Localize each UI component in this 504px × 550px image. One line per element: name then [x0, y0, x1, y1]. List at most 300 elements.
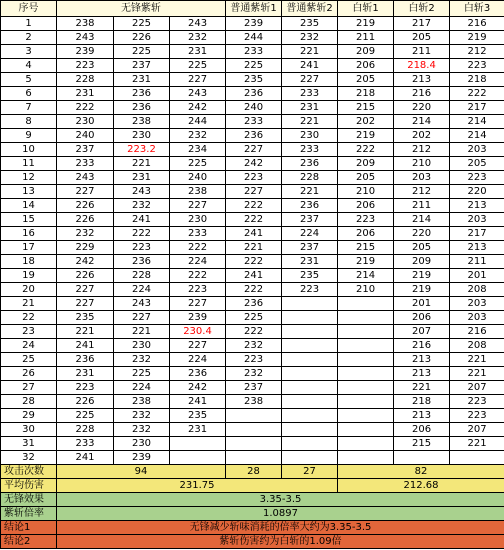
cell-bai3[interactable]: 223: [450, 395, 504, 409]
cell-wufeng-3[interactable]: 243: [170, 17, 226, 31]
cell-pt2[interactable]: 223: [282, 283, 338, 297]
cell-wufeng-1[interactable]: 227: [57, 297, 114, 311]
cell-bai3[interactable]: 201: [450, 269, 504, 283]
cell-bai2[interactable]: [394, 451, 450, 465]
cell-bai3[interactable]: 205: [450, 157, 504, 171]
cell-pt1[interactable]: 244: [226, 31, 282, 45]
cell-wufeng-2[interactable]: 236: [114, 87, 170, 101]
cell-pt2[interactable]: 236: [282, 157, 338, 171]
cell-wufeng-2[interactable]: 222: [114, 227, 170, 241]
cell-wufeng-2[interactable]: 223: [114, 241, 170, 255]
cell-wufeng-3[interactable]: [170, 437, 226, 451]
cell-pt1[interactable]: [226, 451, 282, 465]
cell-wufeng-3[interactable]: 223: [170, 283, 226, 297]
cell-index[interactable]: 23: [1, 325, 57, 339]
cell-wufeng-1[interactable]: 227: [57, 283, 114, 297]
cell-bai3[interactable]: 221: [450, 367, 504, 381]
cell-bai2[interactable]: 218: [394, 395, 450, 409]
cell-wufeng-2[interactable]: 221: [114, 325, 170, 339]
cell-bai1[interactable]: 214: [338, 269, 394, 283]
cell-bai2[interactable]: 211: [394, 199, 450, 213]
cell-wufeng-2[interactable]: 230: [114, 339, 170, 353]
cell-bai1[interactable]: 206: [338, 199, 394, 213]
cell-pt2[interactable]: [282, 409, 338, 423]
cell-pt2[interactable]: 224: [282, 227, 338, 241]
cell-wufeng-2[interactable]: 221: [114, 157, 170, 171]
cell-wufeng-2[interactable]: 231: [114, 73, 170, 87]
cell-bai3[interactable]: 223: [450, 409, 504, 423]
cell-pt1[interactable]: 236: [226, 87, 282, 101]
cell-wufeng-2[interactable]: 236: [114, 101, 170, 115]
cell-bai3[interactable]: 217: [450, 101, 504, 115]
conclusion-1-value[interactable]: 无锋减少斩味消耗的倍率大约为3.35-3.5: [57, 521, 504, 535]
cell-index[interactable]: 16: [1, 227, 57, 241]
cell-wufeng-2[interactable]: 224: [114, 381, 170, 395]
cell-index[interactable]: 11: [1, 157, 57, 171]
cell-pt1[interactable]: 235: [226, 73, 282, 87]
cell-wufeng-3[interactable]: 234: [170, 143, 226, 157]
cell-pt1[interactable]: 227: [226, 143, 282, 157]
cell-bai3[interactable]: 213: [450, 199, 504, 213]
cell-wufeng-1[interactable]: 223: [57, 59, 114, 73]
cell-bai2[interactable]: 214: [394, 115, 450, 129]
cell-index[interactable]: 3: [1, 45, 57, 59]
cell-index[interactable]: 18: [1, 255, 57, 269]
cell-index[interactable]: 20: [1, 283, 57, 297]
cell-index[interactable]: 12: [1, 171, 57, 185]
cell-pt1[interactable]: 223: [226, 171, 282, 185]
cell-pt2[interactable]: 221: [282, 185, 338, 199]
cell-wufeng-3[interactable]: 227: [170, 73, 226, 87]
cell-bai2[interactable]: 213: [394, 73, 450, 87]
cell-pt2[interactable]: 228: [282, 171, 338, 185]
cell-bai3[interactable]: 219: [450, 31, 504, 45]
cell-bai1[interactable]: [338, 437, 394, 451]
cell-bai1[interactable]: 219: [338, 17, 394, 31]
cell-index[interactable]: 29: [1, 409, 57, 423]
header-index[interactable]: 序号: [1, 1, 57, 17]
cell-bai1[interactable]: 219: [338, 129, 394, 143]
cell-pt2[interactable]: 231: [282, 101, 338, 115]
cell-pt2[interactable]: [282, 325, 338, 339]
cell-index[interactable]: 22: [1, 311, 57, 325]
cell-bai3[interactable]: 212: [450, 45, 504, 59]
cell-bai2[interactable]: 213: [394, 353, 450, 367]
cell-wufeng-2[interactable]: 224: [114, 283, 170, 297]
cell-pt1[interactable]: 222: [226, 255, 282, 269]
cell-pt1[interactable]: 225: [226, 311, 282, 325]
cell-index[interactable]: 7: [1, 101, 57, 115]
cell-bai1[interactable]: 206: [338, 227, 394, 241]
cell-bai3[interactable]: 221: [450, 437, 504, 451]
cell-wufeng-1[interactable]: 230: [57, 115, 114, 129]
cell-wufeng-1[interactable]: 231: [57, 87, 114, 101]
attack-count-bai[interactable]: 82: [338, 465, 504, 479]
cell-pt1[interactable]: [226, 409, 282, 423]
cell-pt1[interactable]: 241: [226, 227, 282, 241]
cell-bai2[interactable]: 211: [394, 45, 450, 59]
purple-ratio-value[interactable]: 1.0897: [57, 507, 504, 521]
cell-bai3[interactable]: 223: [450, 171, 504, 185]
cell-pt1[interactable]: 222: [226, 213, 282, 227]
cell-wufeng-1[interactable]: 240: [57, 129, 114, 143]
cell-bai3[interactable]: 221: [450, 353, 504, 367]
cell-bai3[interactable]: 211: [450, 255, 504, 269]
cell-bai1[interactable]: [338, 339, 394, 353]
cell-wufeng-1[interactable]: 243: [57, 171, 114, 185]
cell-wufeng-2[interactable]: 230: [114, 437, 170, 451]
cell-bai2[interactable]: 220: [394, 227, 450, 241]
cell-bai2[interactable]: 209: [394, 255, 450, 269]
cell-bai2[interactable]: 202: [394, 129, 450, 143]
cell-wufeng-3[interactable]: 233: [170, 227, 226, 241]
cell-wufeng-2[interactable]: 232: [114, 353, 170, 367]
cell-pt2[interactable]: [282, 395, 338, 409]
cell-pt2[interactable]: 237: [282, 213, 338, 227]
cell-pt2[interactable]: 221: [282, 115, 338, 129]
cell-wufeng-1[interactable]: 243: [57, 31, 114, 45]
cell-pt1[interactable]: 223: [226, 353, 282, 367]
cell-wufeng-3[interactable]: 231: [170, 45, 226, 59]
cell-wufeng-3[interactable]: 227: [170, 339, 226, 353]
cell-bai1[interactable]: [338, 451, 394, 465]
conclusion-2-value[interactable]: 紫斩伤害约为白斩的1.09倍: [57, 535, 504, 549]
cell-wufeng-3[interactable]: 232: [170, 31, 226, 45]
cell-wufeng-1[interactable]: 242: [57, 255, 114, 269]
cell-bai2[interactable]: 205: [394, 31, 450, 45]
cell-bai2[interactable]: 221: [394, 381, 450, 395]
cell-bai2[interactable]: 203: [394, 171, 450, 185]
cell-pt2[interactable]: 227: [282, 73, 338, 87]
average-damage-purple[interactable]: 231.75: [57, 479, 338, 493]
cell-bai1[interactable]: 222: [338, 143, 394, 157]
cell-wufeng-3[interactable]: 231: [170, 423, 226, 437]
cell-wufeng-3[interactable]: 240: [170, 171, 226, 185]
cell-wufeng-3[interactable]: 227: [170, 297, 226, 311]
cell-bai1[interactable]: 206: [338, 59, 394, 73]
cell-wufeng-1[interactable]: 232: [57, 227, 114, 241]
cell-index[interactable]: 17: [1, 241, 57, 255]
cell-wufeng-1[interactable]: 233: [57, 157, 114, 171]
cell-bai1[interactable]: [338, 353, 394, 367]
cell-bai3[interactable]: 203: [450, 213, 504, 227]
cell-pt2[interactable]: 233: [282, 143, 338, 157]
cell-wufeng-3[interactable]: 242: [170, 101, 226, 115]
cell-bai1[interactable]: 210: [338, 185, 394, 199]
cell-pt1[interactable]: 241: [226, 269, 282, 283]
cell-bai3[interactable]: 203: [450, 143, 504, 157]
cell-wufeng-3[interactable]: [170, 451, 226, 465]
cell-wufeng-3[interactable]: 244: [170, 115, 226, 129]
average-damage-label[interactable]: 平均伤害: [1, 479, 57, 493]
cell-bai1[interactable]: 215: [338, 101, 394, 115]
cell-index[interactable]: 28: [1, 395, 57, 409]
cell-index[interactable]: 27: [1, 381, 57, 395]
cell-wufeng-2[interactable]: 230: [114, 129, 170, 143]
cell-bai3[interactable]: 216: [450, 325, 504, 339]
cell-wufeng-1[interactable]: 233: [57, 437, 114, 451]
cell-bai3[interactable]: 208: [450, 339, 504, 353]
cell-bai1[interactable]: 209: [338, 45, 394, 59]
cell-index[interactable]: 13: [1, 185, 57, 199]
header-pt2[interactable]: 普通紫斩2: [282, 1, 338, 17]
cell-wufeng-1[interactable]: 227: [57, 185, 114, 199]
cell-bai2[interactable]: 212: [394, 143, 450, 157]
average-damage-white[interactable]: 212.68: [338, 479, 504, 493]
cell-wufeng-2[interactable]: 227: [114, 311, 170, 325]
cell-bai3[interactable]: 218: [450, 73, 504, 87]
attack-count-pt2[interactable]: 27: [282, 465, 338, 479]
cell-wufeng-3[interactable]: 225: [170, 157, 226, 171]
cell-bai1[interactable]: [338, 325, 394, 339]
cell-wufeng-2[interactable]: 228: [114, 269, 170, 283]
cell-bai1[interactable]: [338, 409, 394, 423]
cell-wufeng-2[interactable]: 225: [114, 17, 170, 31]
cell-bai2[interactable]: 206: [394, 423, 450, 437]
cell-wufeng-1[interactable]: 228: [57, 423, 114, 437]
cell-index[interactable]: 2: [1, 31, 57, 45]
cell-bai1[interactable]: 219: [338, 255, 394, 269]
header-wufeng[interactable]: 无锋紫斩: [57, 1, 226, 17]
cell-bai1[interactable]: [338, 367, 394, 381]
cell-wufeng-1[interactable]: 229: [57, 241, 114, 255]
cell-wufeng-1[interactable]: 237: [57, 143, 114, 157]
cell-index[interactable]: 26: [1, 367, 57, 381]
cell-wufeng-1[interactable]: 223: [57, 381, 114, 395]
cell-wufeng-1[interactable]: 221: [57, 325, 114, 339]
attack-count-label[interactable]: 攻击次数: [1, 465, 57, 479]
cell-pt2[interactable]: [282, 339, 338, 353]
cell-pt1[interactable]: 233: [226, 45, 282, 59]
cell-bai2[interactable]: 217: [394, 17, 450, 31]
cell-pt1[interactable]: 222: [226, 283, 282, 297]
cell-pt1[interactable]: 240: [226, 101, 282, 115]
cell-pt1[interactable]: 222: [226, 199, 282, 213]
cell-index[interactable]: 9: [1, 129, 57, 143]
cell-bai1[interactable]: 209: [338, 157, 394, 171]
cell-wufeng-3[interactable]: 235: [170, 409, 226, 423]
cell-wufeng-3[interactable]: 225: [170, 59, 226, 73]
purple-ratio-label[interactable]: 紫斩倍率: [1, 507, 57, 521]
header-pt1[interactable]: 普通紫斩1: [226, 1, 282, 17]
cell-pt2[interactable]: 237: [282, 241, 338, 255]
cell-pt2[interactable]: 231: [282, 255, 338, 269]
cell-pt2[interactable]: 235: [282, 17, 338, 31]
cell-wufeng-2[interactable]: 226: [114, 31, 170, 45]
cell-wufeng-3[interactable]: 236: [170, 367, 226, 381]
cell-wufeng-3[interactable]: 241: [170, 395, 226, 409]
cell-bai2[interactable]: 215: [394, 437, 450, 451]
cell-wufeng-2[interactable]: 238: [114, 395, 170, 409]
cell-wufeng-2[interactable]: 239: [114, 451, 170, 465]
cell-bai1[interactable]: [338, 311, 394, 325]
cell-index[interactable]: 25: [1, 353, 57, 367]
cell-wufeng-2[interactable]: 232: [114, 423, 170, 437]
cell-index[interactable]: 10: [1, 143, 57, 157]
conclusion-1-label[interactable]: 结论1: [1, 521, 57, 535]
cell-wufeng-3[interactable]: 230: [170, 213, 226, 227]
cell-bai2[interactable]: 220: [394, 101, 450, 115]
cell-index[interactable]: 15: [1, 213, 57, 227]
cell-index[interactable]: 1: [1, 17, 57, 31]
cell-bai3[interactable]: 216: [450, 17, 504, 31]
cell-bai1[interactable]: [338, 395, 394, 409]
cell-bai3[interactable]: 220: [450, 185, 504, 199]
cell-pt2[interactable]: [282, 367, 338, 381]
cell-wufeng-3[interactable]: 224: [170, 353, 226, 367]
cell-bai1[interactable]: 205: [338, 73, 394, 87]
cell-index[interactable]: 30: [1, 423, 57, 437]
cell-bai2[interactable]: 219: [394, 283, 450, 297]
cell-wufeng-3[interactable]: 242: [170, 381, 226, 395]
cell-pt2[interactable]: 232: [282, 31, 338, 45]
cell-wufeng-2[interactable]: 236: [114, 255, 170, 269]
cell-pt1[interactable]: 232: [226, 339, 282, 353]
cell-pt1[interactable]: 239: [226, 17, 282, 31]
wufeng-effect-label[interactable]: 无锋效果: [1, 493, 57, 507]
cell-bai1[interactable]: [338, 423, 394, 437]
cell-bai2[interactable]: 210: [394, 157, 450, 171]
cell-bai2[interactable]: 207: [394, 325, 450, 339]
cell-wufeng-3[interactable]: 243: [170, 87, 226, 101]
cell-pt1[interactable]: 236: [226, 297, 282, 311]
cell-bai1[interactable]: 218: [338, 87, 394, 101]
cell-pt2[interactable]: 235: [282, 269, 338, 283]
cell-pt2[interactable]: [282, 437, 338, 451]
cell-bai1[interactable]: 215: [338, 241, 394, 255]
attack-count-wufeng[interactable]: 94: [57, 465, 226, 479]
cell-bai2[interactable]: 216: [394, 339, 450, 353]
cell-wufeng-2[interactable]: 231: [114, 171, 170, 185]
cell-bai2[interactable]: 213: [394, 367, 450, 381]
cell-bai2[interactable]: 201: [394, 297, 450, 311]
cell-bai3[interactable]: 203: [450, 297, 504, 311]
cell-pt1[interactable]: 233: [226, 115, 282, 129]
cell-wufeng-2[interactable]: 225: [114, 45, 170, 59]
cell-pt1[interactable]: [226, 437, 282, 451]
header-bai1[interactable]: 白斩1: [338, 1, 394, 17]
cell-wufeng-2[interactable]: 238: [114, 115, 170, 129]
cell-bai1[interactable]: [338, 381, 394, 395]
cell-pt1[interactable]: 225: [226, 59, 282, 73]
cell-pt2[interactable]: [282, 423, 338, 437]
cell-pt1[interactable]: 222: [226, 325, 282, 339]
cell-pt1[interactable]: 238: [226, 395, 282, 409]
cell-wufeng-1[interactable]: 226: [57, 395, 114, 409]
cell-wufeng-3[interactable]: 222: [170, 269, 226, 283]
cell-index[interactable]: 21: [1, 297, 57, 311]
cell-pt2[interactable]: [282, 381, 338, 395]
cell-pt2[interactable]: 236: [282, 199, 338, 213]
cell-pt2[interactable]: 241: [282, 59, 338, 73]
cell-wufeng-2[interactable]: 243: [114, 185, 170, 199]
conclusion-2-label[interactable]: 结论2: [1, 535, 57, 549]
cell-wufeng-1[interactable]: 222: [57, 101, 114, 115]
cell-wufeng-1[interactable]: 241: [57, 451, 114, 465]
cell-pt2[interactable]: [282, 297, 338, 311]
cell-wufeng-3[interactable]: 238: [170, 185, 226, 199]
cell-wufeng-3[interactable]: 239: [170, 311, 226, 325]
cell-pt2[interactable]: [282, 311, 338, 325]
cell-pt2[interactable]: [282, 451, 338, 465]
cell-bai1[interactable]: 210: [338, 283, 394, 297]
cell-index[interactable]: 6: [1, 87, 57, 101]
cell-index[interactable]: 24: [1, 339, 57, 353]
cell-wufeng-2[interactable]: 241: [114, 213, 170, 227]
header-bai2[interactable]: 白斩2: [394, 1, 450, 17]
cell-bai2[interactable]: 219: [394, 269, 450, 283]
cell-index[interactable]: 31: [1, 437, 57, 451]
cell-pt1[interactable]: 237: [226, 381, 282, 395]
cell-bai1[interactable]: 211: [338, 31, 394, 45]
cell-bai1[interactable]: 202: [338, 115, 394, 129]
cell-pt2[interactable]: 230: [282, 129, 338, 143]
cell-wufeng-2[interactable]: 223.2: [114, 143, 170, 157]
attack-count-pt1[interactable]: 28: [226, 465, 282, 479]
cell-wufeng-2[interactable]: 232: [114, 199, 170, 213]
cell-index[interactable]: 4: [1, 59, 57, 73]
cell-bai3[interactable]: 217: [450, 227, 504, 241]
cell-wufeng-1[interactable]: 236: [57, 353, 114, 367]
cell-pt1[interactable]: 221: [226, 241, 282, 255]
cell-bai2[interactable]: 213: [394, 409, 450, 423]
cell-wufeng-2[interactable]: 243: [114, 297, 170, 311]
cell-bai3[interactable]: 203: [450, 311, 504, 325]
header-bai3[interactable]: 白斩3: [450, 1, 504, 17]
cell-wufeng-3[interactable]: 224: [170, 255, 226, 269]
cell-wufeng-3[interactable]: 232: [170, 129, 226, 143]
cell-bai3[interactable]: 222: [450, 87, 504, 101]
cell-wufeng-3[interactable]: 227: [170, 199, 226, 213]
cell-bai2[interactable]: 212: [394, 185, 450, 199]
cell-bai1[interactable]: 205: [338, 171, 394, 185]
cell-bai3[interactable]: 208: [450, 283, 504, 297]
cell-pt2[interactable]: 221: [282, 45, 338, 59]
wufeng-effect-value[interactable]: 3.35-3.5: [57, 493, 504, 507]
cell-bai3[interactable]: 207: [450, 423, 504, 437]
cell-wufeng-1[interactable]: 239: [57, 45, 114, 59]
cell-bai3[interactable]: 207: [450, 381, 504, 395]
cell-pt2[interactable]: [282, 353, 338, 367]
cell-wufeng-2[interactable]: 237: [114, 59, 170, 73]
cell-wufeng-1[interactable]: 238: [57, 17, 114, 31]
cell-index[interactable]: 5: [1, 73, 57, 87]
cell-wufeng-1[interactable]: 241: [57, 339, 114, 353]
cell-bai2[interactable]: 206: [394, 311, 450, 325]
cell-pt1[interactable]: 232: [226, 367, 282, 381]
cell-bai3[interactable]: 213: [450, 241, 504, 255]
cell-bai1[interactable]: [338, 297, 394, 311]
cell-wufeng-1[interactable]: 226: [57, 213, 114, 227]
cell-bai3[interactable]: 223: [450, 59, 504, 73]
cell-pt1[interactable]: 227: [226, 185, 282, 199]
cell-bai1[interactable]: 223: [338, 213, 394, 227]
cell-index[interactable]: 8: [1, 115, 57, 129]
cell-wufeng-2[interactable]: 232: [114, 409, 170, 423]
cell-wufeng-2[interactable]: 225: [114, 367, 170, 381]
cell-bai3[interactable]: 214: [450, 129, 504, 143]
cell-bai3[interactable]: [450, 451, 504, 465]
cell-wufeng-1[interactable]: 225: [57, 409, 114, 423]
cell-wufeng-1[interactable]: 226: [57, 269, 114, 283]
cell-bai2[interactable]: 216: [394, 87, 450, 101]
cell-bai3[interactable]: 214: [450, 115, 504, 129]
cell-pt1[interactable]: 236: [226, 129, 282, 143]
cell-wufeng-1[interactable]: 226: [57, 199, 114, 213]
cell-index[interactable]: 19: [1, 269, 57, 283]
cell-wufeng-3[interactable]: 222: [170, 241, 226, 255]
cell-pt1[interactable]: 242: [226, 157, 282, 171]
